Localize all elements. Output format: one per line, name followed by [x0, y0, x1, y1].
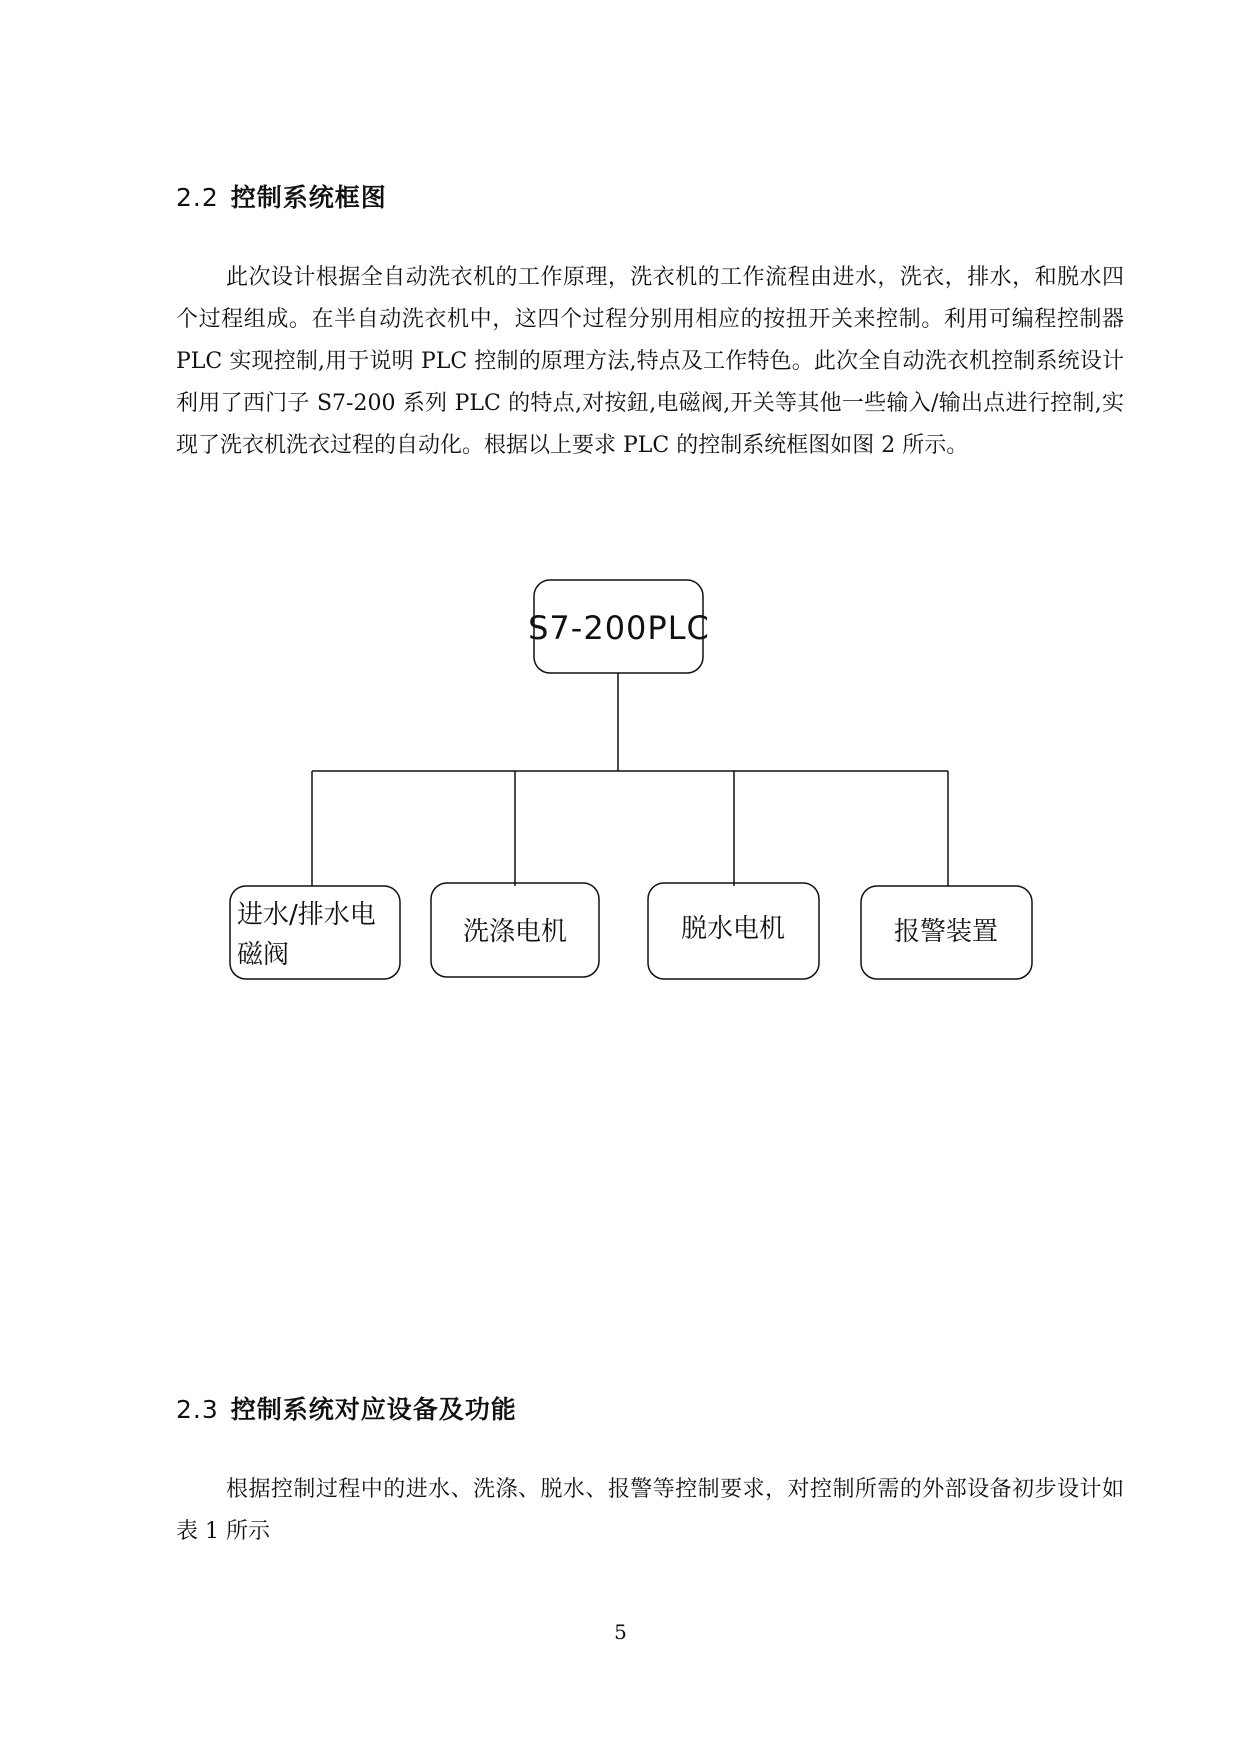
- child-label-1-line-1: 进水/排水电: [237, 900, 376, 930]
- section-number: 2.3: [176, 1395, 219, 1424]
- child-label-2: 洗涤电机: [462, 917, 568, 947]
- section-2-2-paragraph: 此次设计根据全自动洗衣机的工作原理，洗衣机的工作流程由进水，洗衣，排水，和脱水四个过程组成。在半自动洗衣机中，这四个过程分别用相应的按扭开关来控制。利用可编程控制器 PLC 实现控制,用于说明 PLC 控制的原理方法,特点及工作特色。此次全自动洗衣机控制系统设计利用了西门子 S7-200 系列 PLC 的特点,对按鈕,电磁阀,开关等其他一些输入/输出点进行控制,实现了洗衣机洗衣过程的自动化。根据以上要求 PLC 的控制系统框图如图 2 所示。: [176, 265, 1124, 458]
- child-box-3: [648, 883, 819, 979]
- child-box-4: [861, 886, 1032, 979]
- root-box: [534, 580, 703, 673]
- section-number: 2.2: [176, 183, 219, 212]
- section-title: 控制系统框图: [230, 183, 387, 212]
- section-title: 控制系统对应设备及功能: [230, 1395, 517, 1424]
- child-box-2: [431, 883, 599, 977]
- section-2-3-paragraph: 根据控制过程中的进水、洗涤、脱水、报警等控制要求，对控制所需的外部设备初步设计如表 1 所示: [176, 1477, 1124, 1544]
- page-number: 5: [614, 1620, 627, 1644]
- child-box-1: [230, 886, 400, 979]
- child-label-3: 脱水电机: [680, 914, 786, 944]
- section-2-3-heading: [176, 1393, 517, 1427]
- child-label-4: 报警装置: [893, 917, 999, 947]
- root-label: S7-200PLC: [528, 609, 710, 647]
- child-label-1-line-2: 磁阀: [237, 940, 290, 970]
- section-2-2-heading: [176, 181, 387, 215]
